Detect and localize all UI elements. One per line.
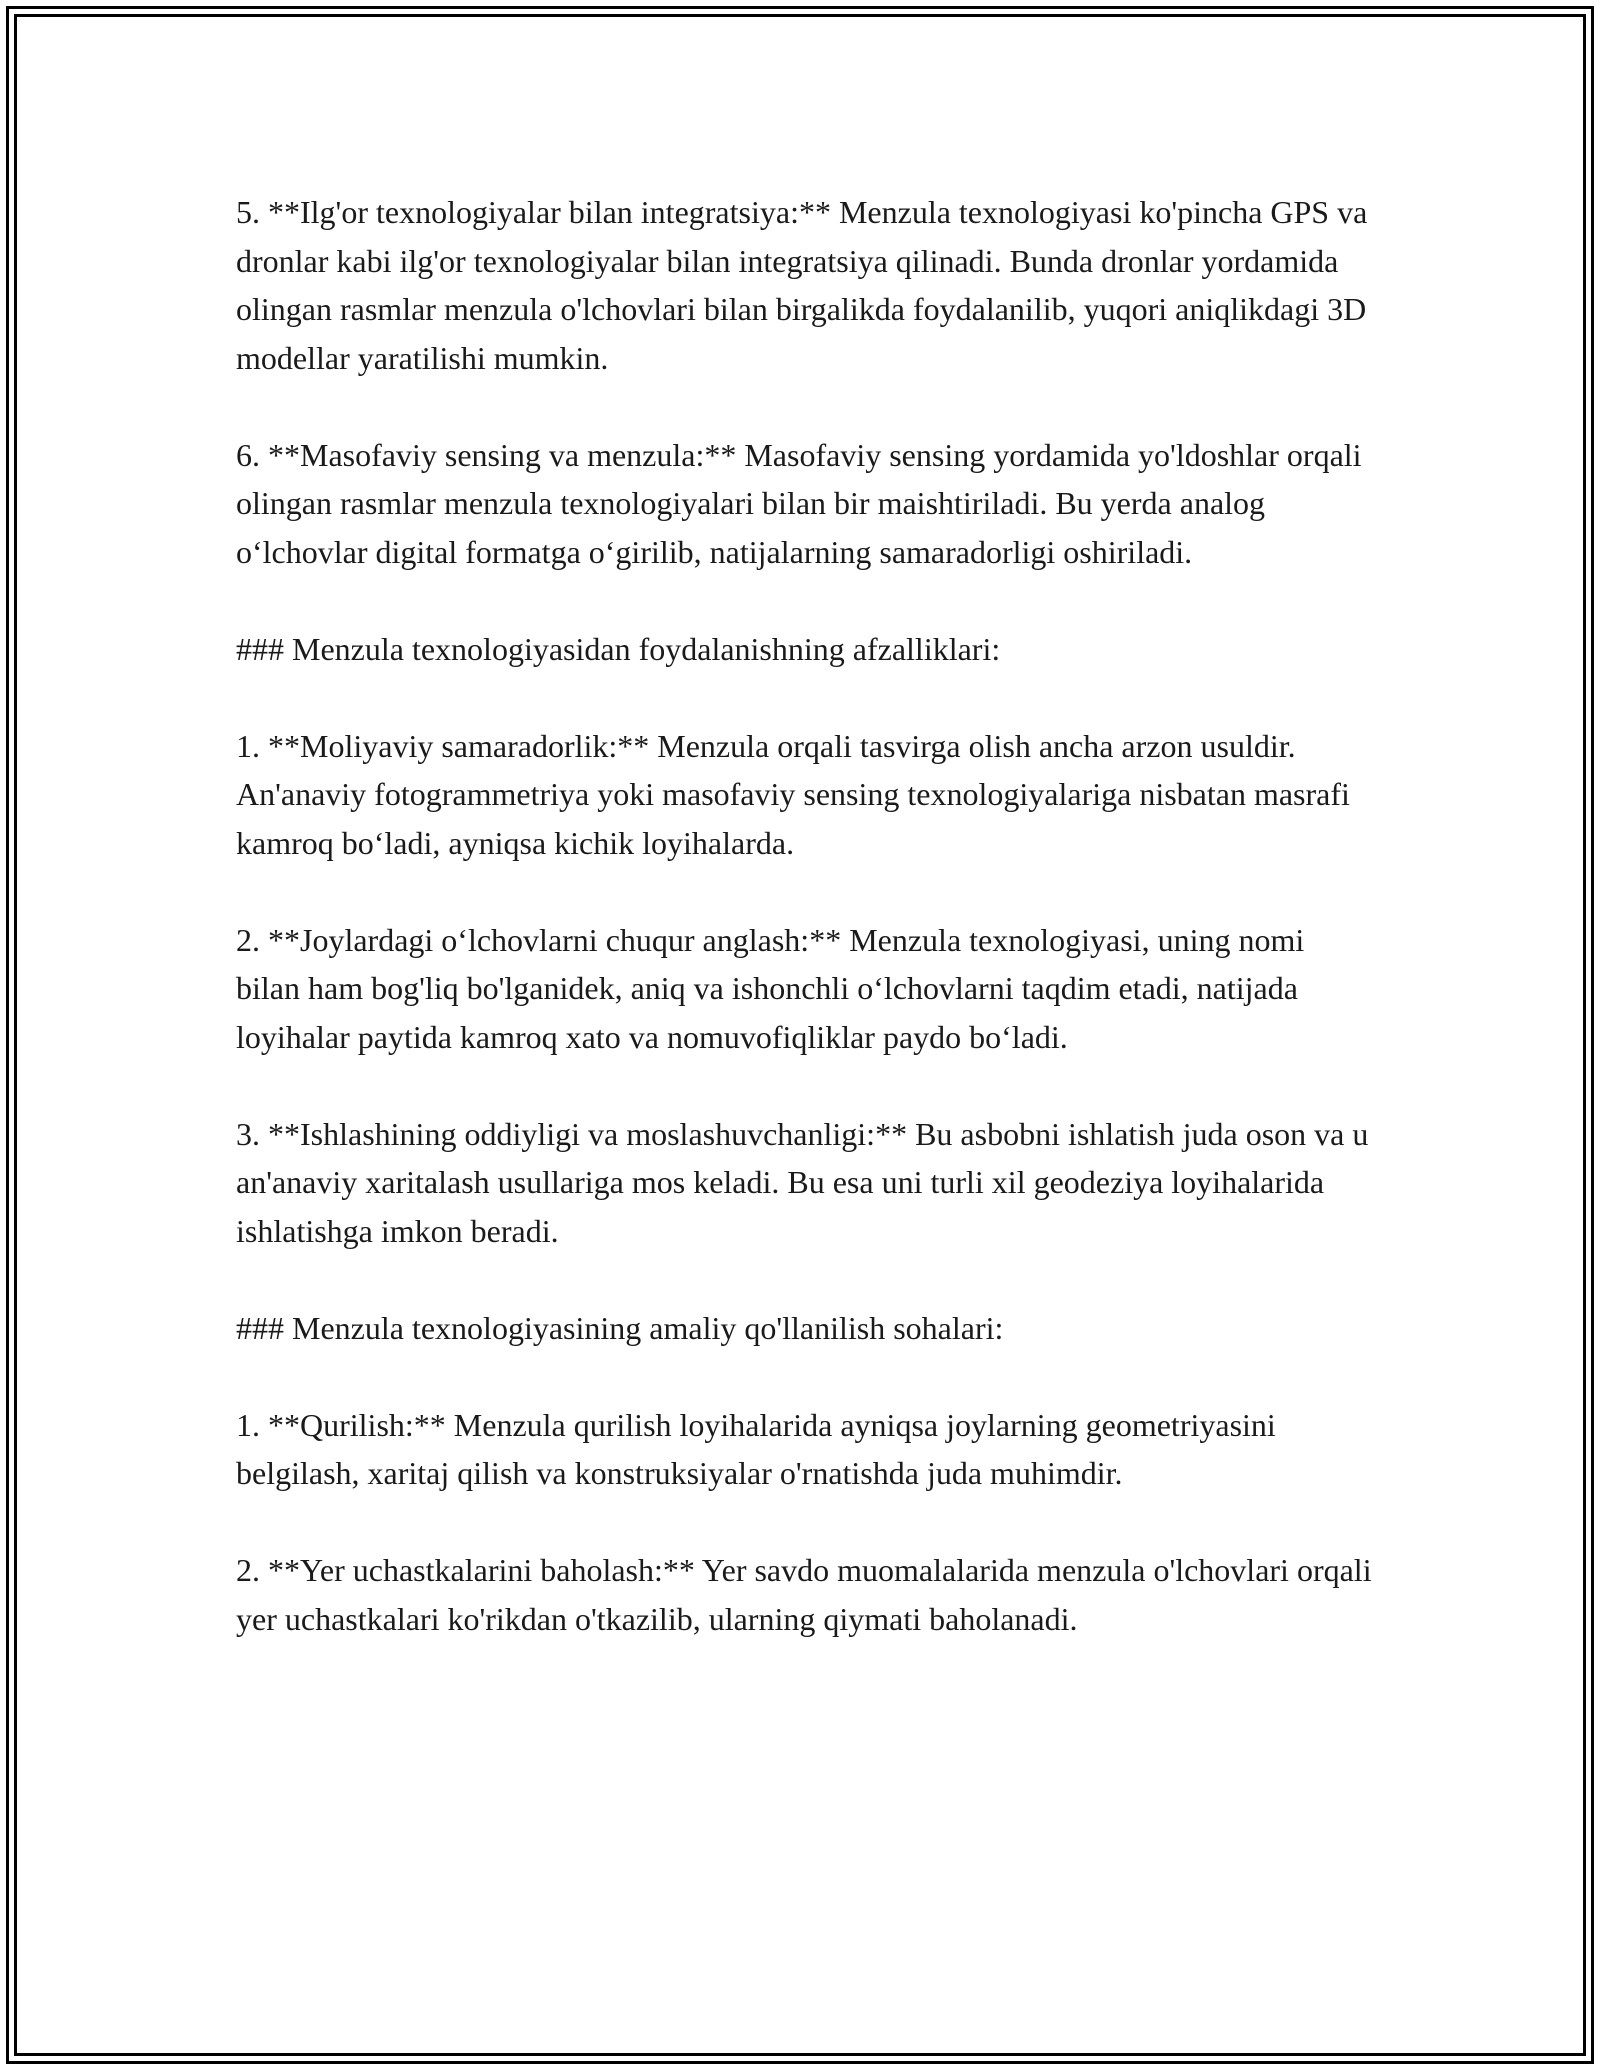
list-item-1-construction: 1. **Qurilish:** Menzula qurilish loyihalarida ayniqsa joylarning geometriyasini belgilash, xaritaj qilish va konstruksiyalar o'rnatishda juda muhimdir. — [236, 1406, 1276, 1491]
section-heading-applications: ### Menzula texnologiyasining amaliy qo'llanilish sohalari: — [236, 1309, 1004, 1346]
list-item-6-remote-sensing: 6. **Masofaviy sensing va menzula:** Masofaviy sensing yordamida yo'ldoshlar orqali olingan rasmlar menzula texnologiyalari bilan bir maishtiriladi. Bu yerda analog o‘lchovlar digital formatga o‘girilib, natijalarning samaradorligi oshiriladi. — [236, 436, 1362, 570]
list-item-2-land-valuation: 2. **Yer uchastkalarini baholash:** Yer savdo muomalalarida menzula o'lchovlari orqali yer uchastkalari ko'rikdan o'tkazilib, ularning qiymati baholanadi. — [236, 1552, 1372, 1637]
list-item-2-measurement-understanding: 2. **Joylardagi o‘lchovlarni chuqur anglash:** Menzula texnologiyasi, uning nomi bilan ham bog'liq bo'lganidek, aniq va ishonchli o‘lchovlarni taqdim etadi, natijada loyihalar paytida kamroq xato va nomuvofiqliklar paydo bo‘ladi. — [236, 921, 1305, 1055]
list-item-1-financial-efficiency: 1. **Moliyaviy samaradorlik:** Menzula orqali tasvirga olish ancha arzon usuldir. An'anaviy fotogrammetriya yoki masofaviy sensing texnologiyalariga nisbatan masrafi kamroq bo‘ladi, ayniqsa kichik loyihalarda. — [236, 727, 1350, 861]
document-body — [236, 188, 1376, 1643]
list-item-3-simplicity-flexibility: 3. **Ishlashining oddiyligi va moslashuvchanligi:** Bu asbobni ishlatish juda oson va u an'anaviy xaritalash usullariga mos keladi. Bu esa uni turli xil geodeziya loyihalarida ishlatishga imkon beradi. — [236, 1115, 1369, 1249]
section-heading-advantages: ### Menzula texnologiyasidan foydalanishning afzalliklari: — [236, 630, 1001, 667]
list-item-5-integration: 5. **Ilg'or texnologiyalar bilan integratsiya:** Menzula texnologiyasi ko'pincha GPS va dronlar kabi ilg'or texnologiyalar bilan integratsiya qilinadi. Bunda dronlar yordamida olingan rasmlar menzula o'lchovlari bilan birgalikda foydalanilib, yuqori aniqlikdagi 3D modellar yaratilishi mumkin. — [236, 194, 1368, 376]
